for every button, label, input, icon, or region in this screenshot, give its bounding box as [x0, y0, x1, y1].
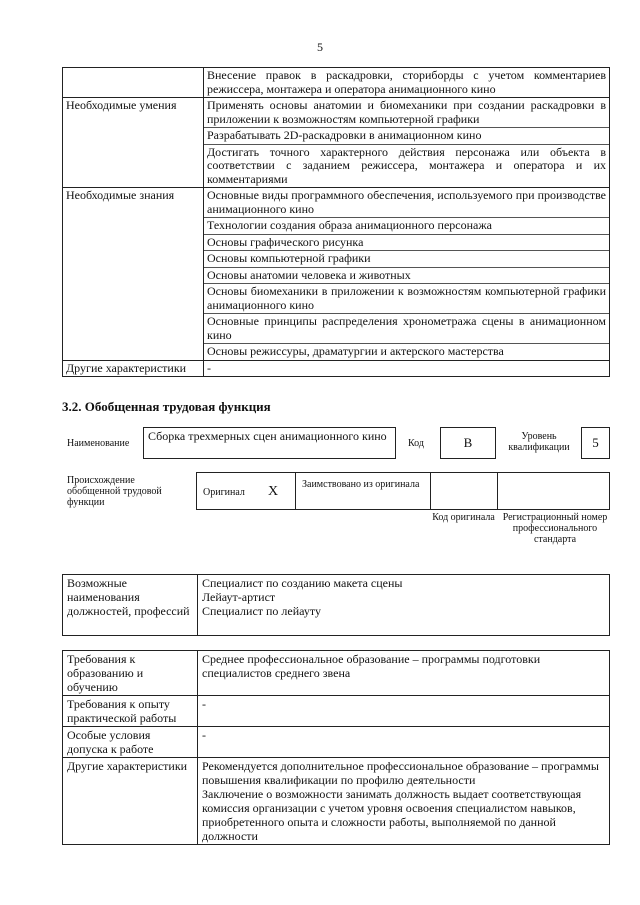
empty-label-cell [63, 68, 204, 98]
position-item: Специалист по созданию макета сцены [202, 576, 403, 590]
knowledge-item: Основные принципы распределения хронометража сцены в анимационном кино [204, 314, 609, 344]
skills-label: Необходимые умения [63, 98, 204, 188]
original-mark: X [268, 484, 279, 499]
level-label: Уровень квалификации [508, 431, 570, 453]
divider [430, 472, 431, 510]
knowledge-item: Технологии создания образа анимационного персонажа [204, 218, 609, 235]
code-value: B [440, 427, 496, 459]
skill-item: Применять основы анатомии и биомеханики при создании раскадровки в приложении к возможностям компьютерной графики [204, 98, 609, 128]
other-label: Другие характеристики [63, 360, 204, 377]
page-number: 5 [317, 40, 323, 54]
reg-caption: Регистрационный номер профессионального стандарта [502, 512, 608, 545]
requirement-value: Рекомендуется дополнительное профессиональное образование – программы повышения квалификации по профилю деятельности Заключение о возможности занимать должность выдает соответствующая комиссия организации с учетом уровня освоения специалистом навыков, приобретенного опыта и сложности работы, выполняемой по данной должности [198, 758, 610, 845]
requirements-table [62, 650, 610, 845]
requirement-value: Среднее профессиональное образование – программы подготовки специалистов среднего звена [198, 651, 610, 696]
requirement-label: Особые условия допуска к работе [63, 727, 198, 758]
knowledge-list [204, 188, 610, 361]
skill-item: Разрабатывать 2D-раскадровки в анимационном кино [204, 128, 609, 145]
name-value: Сборка трехмерных сцен анимационного кино [143, 427, 396, 459]
knowledge-item: Основы режиссуры, драматургии и актерского мастерства [207, 344, 504, 358]
name-label: Наименование [67, 438, 130, 449]
requirement-label: Другие характеристики [63, 758, 198, 845]
original-label: Оригинал [203, 487, 245, 498]
position-item: Лейаут-артист [202, 590, 276, 604]
other-value: - [204, 360, 610, 377]
level-value: 5 [581, 427, 610, 459]
knowledge-item: Основы компьютерной графики [204, 251, 609, 268]
origin-label: Происхождение обобщенной трудовой функции [67, 475, 162, 508]
knowledge-item: Основы графического рисунка [204, 235, 609, 252]
knowledge-label: Необходимые знания [63, 188, 204, 361]
requirement-value: - [198, 727, 610, 758]
knowledge-item: Основы биомеханики в приложении к возможностям компьютерной графики анимационного кино [204, 284, 609, 314]
positions-table [62, 574, 610, 636]
section-title: 3.2. Обобщенная трудовая функция [62, 399, 271, 414]
skill-item: Достигать точного характерного действия персонажа или объекта в соответствии с заданием режиссера, монтажера и оператора и их комментариями [207, 144, 606, 186]
positions-label: Возможные наименования должностей, профессий [63, 575, 198, 636]
divider [497, 472, 498, 510]
requirement-value: - [198, 696, 610, 727]
skills-knowledge-table [62, 67, 610, 377]
divider [295, 472, 296, 510]
continued-item: Внесение правок в раскадровки, сториборды с учетом комментариев режиссера, монтажера и оператора анимационного кино [204, 68, 610, 98]
knowledge-item: Основы анатомии человека и животных [204, 268, 609, 285]
code-caption: Код оригинала [432, 512, 495, 523]
code-label: Код [408, 438, 424, 449]
position-item: Специалист по лейауту [202, 604, 321, 618]
positions-list [198, 575, 610, 636]
knowledge-item: Основные виды программного обеспечения, используемого при производстве анимационного кино [204, 188, 609, 218]
skills-list [204, 98, 610, 188]
borrowed-label: Заимствовано из оригинала [302, 479, 420, 490]
requirement-label: Требования к образованию и обучению [63, 651, 198, 696]
origin-box [196, 472, 610, 510]
requirement-label: Требования к опыту практической работы [63, 696, 198, 727]
